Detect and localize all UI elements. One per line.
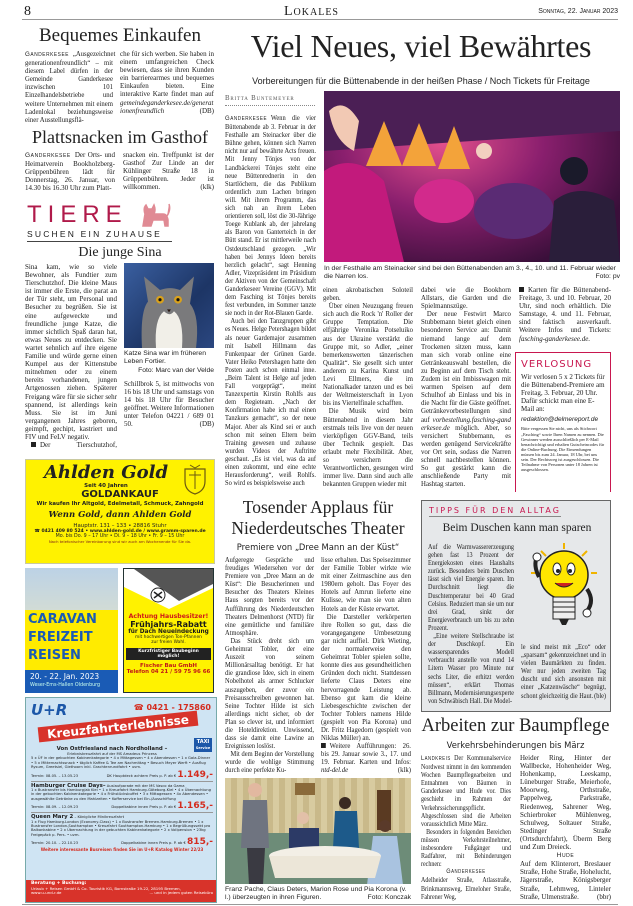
page-header [22,4,618,20]
photo-credit: Foto: pv [595,273,620,281]
footer-note: ... und in jedem guten Reisebüro [149,890,213,896]
tickets-link[interactable]: fasching-ganderkesee.de. [519,334,591,343]
article-text: Der Kommunalservice Nordwest nimmt in den kommenden Wochen Baumpflegearbeiten und Entnahmen von Bäumen in Ganderkesee und Hude vor. Dies geschieht im Rahmen der Verkehrssicherungspflicht. Abgeschlossen sind die Arbeiten voraussichtlich Mitte März. [421,754,511,828]
article-text: che für sich werben. Sie haben in einem umfangreichen Check bewiesen, dass sie ihren Kunden ein barrierearmes und bequemes Einkaufen bieten. Eine interaktive Karte findet man auf [120,50,214,99]
main-photo-carnival [324,91,620,262]
ad-desc: mit hochwertigen Ton-Pfannen zur freien Wahl. [135,635,202,645]
info-text: Karten für die Büttenabend-Freitage, 3. und 10. Februar, 20 Uhr, sind noch erhältlich. Die Samstage, 4. und 11. Februar, sind faktisch ausverkauft. Weitere Infos und Tickets: [519,286,611,335]
offer-subtitle: Erlebniskreuzfahrt auf der MS Amadeus Princess [67,752,157,756]
offer-price: 815,- [187,837,213,848]
ad-title: Frühjahrs-Rabatt [130,620,207,629]
offer-cabin: DK Hauptdeck achtern Preis p. P. ab € [106,773,177,778]
taxi-sub: Service [195,746,211,750]
credit: (klk) [200,183,214,192]
sina-caption [124,350,214,375]
caption-text: In der Festhalle am Steinacker sind bei den Büttenabenden am 3., 4., 10. und 11. Februar wieder die Narren los. [324,265,616,281]
section-title: Lokales [284,4,339,19]
ad-sub: für Dach Neueindeckung [128,629,209,635]
offer-cabin: Doppelkabine innen Preis p. P. ab € [111,805,177,810]
credit: (bbr) [597,892,611,901]
author: Britta Buntemeyer [225,95,315,106]
article-text: Das Stück dreht sich um Geheimrat Tobler, der eine Auszeit von seinem Millionärsalltag benötigt. Er hat die grandiose Idee, sich in einem Nobelhotel als armer Schlucker auszugeben, der zuvor ein Preisausschreiben gewonnen hat. Seine Tochter Hilde ist sich allerdings nicht sicher, ob der Plan so clever ist, und informiert die Hoteldirektion. Unwissend, dass sie damit eine Lawine an Ereignissen loslöst. [225,636,314,751]
article-text: Adelheider Straße, Atlasstraße, Brinkmannsweg, Elmeloher Straße, Fahrener Weg, [421,876,511,901]
cat-photo [124,263,214,348]
ur-logo: U+R [31,701,68,719]
page-bottom-rule [22,904,618,905]
credit: (ble) [594,691,606,700]
dateline: Ganderkesee [25,51,70,58]
offer-price-row [31,801,213,813]
headline-bequemes: Bequemes Einkaufen [39,25,201,46]
sina-col2 [124,380,214,429]
cruise-offers [31,746,213,853]
headline-line: Niederdeutsches Theater [231,518,405,538]
ad-footer [26,880,217,902]
offer-title: Queen Mary 2 [31,814,74,821]
headline-plattsnacken: Plattsnacken im Gasthof [32,127,208,147]
offer-price: 1.149,- [177,769,213,780]
theater-subheadline: Premiere von „Dree Mann an der Küst“ [236,542,400,552]
offer-title: Von Ostfriesland nach Nordholland – [56,746,168,752]
article-text: dabei wie die Bookhorn Allstars, die Garden und die Spielmannszüge. [421,286,511,311]
plattsnacken-col1 [25,151,115,192]
ad-banner: Kurzfristiger Baubeginn möglich! [126,648,211,660]
offer-price-row [31,770,213,782]
main-caption [324,265,620,282]
article-text: Wenn die vier Büttenabende ab 3. Februar in der Festhalle am Steinacker über die Bühne gehen, können sich Narren nicht nur auf bewährte Acts freuen. Mit Jenny Tönjes von der Landbäckerei Tönjes steht eine neue Büttenrednerin in den Startlöchern, die das Publikum ordentlich zum Lachen bringen will. Mit ihrem Programm, das sich nah an ihrem Leben orientieren soll, löst die 30-Jährige Toege Kublank ab, der jahrelang als Baron von Ganterteich in der Bütt stand. Er ist mittlerweile nach Ostdeutschland gezogen. „Wir haben bei Jennys Ideen bereits herzlich gelacht“, sagt Henning Adler, Vizepräsident im Präsidium der Aktiven von der Gemeinschaft Ganderkeseer Vereine (GGV). Mit dem Fasching ist Tönjes bereits fest verbunden, im Sommer tanzte sie noch in der Rot-Blauen Garde. [225,114,316,318]
bequemes-col1 [25,50,116,124]
article-text: le sind meist mit „Eco“ oder „sparsam“ gekennzeichnet und in vielen Baumärkten zu finden. Wer nur jeden zweiten Tag duscht und sich ansonsten mit einer „Katzenwäsche“ begnügt, schont gleichzeitig die Haut. [521,643,606,700]
baumpflege-col2 [520,754,611,901]
article-text: Auf dem Klinterort, Breslauer Straße, Hohe Straße, Hohelucht, Jägerstraße, Königsberger Straße, Lehmweg, Linteler Straße, Ulmenstraße. [520,860,611,901]
article-text: Über einen Neuzugang freuen sich auch die Rock 'n' Roller der Gruppe Temptation. Die elfjährige Veronika Potseluiko aus der Ukraine verstärkt die Gruppe mit, so Adler, „einer bemerkenswerten tänzerischen Qualität“. Sie gesellt sich unter anderem zu Karina Kunst und Levi Ellmers, die im Nationalkader tanzen und es bei der Weltmeisterschaft in Lyon bis ins Viertelfinale schafften. [323,302,413,408]
photo-credit: Foto: Marc van der Velde [138,366,214,374]
main-info [519,286,611,343]
ad-note: Nach telefonischer Vereinbarung sind wir auch am Wochenende für Sie da. [48,539,192,544]
tipps-box [421,500,611,712]
article-text: Die Darsteller verkörperten ihre Rollen so gut, dass die vorangegangene Umbesetzung gar nicht auffiel. Dirk Wieting, der normalerweise den Geheimrat Tobler spielen sollte, konnte dies aus gesundheitlichen Gründen doch nicht. Stattdessen lieferte Claus Deters eine hervorragende Leistung ab. Ebenso gut kam die kleine Liebesgeschichte zwischen der Tochter Toblers namens Hilde (gespielt von Pia Korona) und Dr. Fritz Hagedorn (gespielt von Niklas Müller) an. [321,612,411,743]
offer-1 [31,746,213,756]
credit: (DB) [199,106,214,115]
ad-title: REISEN [28,648,81,663]
ad-brand: Ahlden Gold [43,462,169,483]
article-text: Aufgeregte Gespräche und freudiges Wiedersehen vor der Premiere von „Dree Mann an de Küst“: Die Besucherinnen und Besucher des Theaters Kleines Haus sorgten bereits vor der Aufführung des Niederdeutschen Theaters Delmenhorst (NTD) für eine gemütliche und familiäre Atmosphäre. [225,556,314,637]
theater-photo [225,778,411,884]
headline-sina: Die junge Sina [78,245,162,260]
article-text: Schillbrok 5, ist mittwochs von 16 bis 18 Uhr und samstags von 14 bis 18 Uhr für Besucher geöffnet. Weitere Informationen unter Telefon 04221 / 689 01 50. [124,380,214,429]
offer-date: Termin: 08.09. – 12.09.23 [31,805,79,810]
dateline: Ganderkesee [25,152,71,159]
article-text: Der Orts- und Heimatverein Bookholzberg-Grüppenbühren lädt für Donnerstag, 26. Januar, von 14.30 bis 16.30 Uhr zum Platt- [25,151,115,193]
main-col3 [421,286,511,488]
offer-subtitle: Auslaufparade mit der MS Vasco da Gama [106,783,185,788]
place-heading: Hude [556,852,575,860]
ad-line: Wir kaufen Ihr Altgold, Edelmetall, Schmuck, Zahngold [36,501,204,507]
article-text: Der Tierschutzhof, [40,441,117,450]
article-text: „Ausgezeichnet generationenfreundlich“ – mit diesem Label dürfen in der Gemeinde Ganderkesee inzwischen 101 Einzelhandelsbetriebe und weitere Unternehmen mit einem Ladenlokal beziehungsweise einer Ausstellungsflä- [25,50,116,124]
article-text: „Eine weitere Stellschraube ist der Duschkopf. Ein wassersparendes Modell verbraucht anstelle von rund 14 Litern Wasser pro Minute nur sechs Liter, die erhitzt werden müssen“, erklärt Thomas Billmann, Modernisierungsexperte von Schwäbisch Hall. Die Model- [428,632,514,705]
tiere-logo-word: TIERE [27,201,128,228]
tipps-col1 [428,543,514,705]
ad-ahlden-gold[interactable] [25,459,215,564]
tipps-headline: Beim Duschen kann man sparen [442,522,592,534]
coat-of-arms-icon [182,463,208,495]
main-col1 [225,114,316,487]
ad-dates: 20. - 22. Jan. 2023 [30,672,100,681]
ad-title: Kreuzfahrterlebnisse [38,711,199,743]
verlosung-box [515,352,611,492]
dateline: Ganderkesee [225,115,268,122]
plattsnacken-col2 [123,151,214,191]
info-text: Weitere Aufführungen: 26. bis 29. Januar sowie 3., 17. und 19. Februar. Karten und Infos: [321,742,411,767]
ad-alert: Achtung Hausbesitzer! [128,613,209,620]
offer-cabin: Doppelkabine innen Preis p. P. ab € [121,841,186,846]
verlosung-email[interactable]: redaktion@delmereport.de [521,416,599,424]
article-text: Heider Ring, Hinter der Wallbecke, Hohenheider Weg, Hohenkamp, Leeskamp, Lüneburger Straße, Meierhofe, Moorweg, Orthstraße, Pappelweg, Parkstraße, Riedenweg, Sahrener Weg, Schierbroker Mühlenweg, Schulweg, Soltauer Straße, Stedinger Straße (Ortsdurchfahrt), Überm Berg und Zum Dreieck. [520,754,611,852]
ad-phone: Telefon 04 21 / 59 75 96 66 [126,669,211,675]
ad-title: FREIZEIT [28,630,93,645]
credit: (klk) [397,766,411,775]
article-text: snacken ein. Treffpunkt ist der Gasthof Zur Linde an der Kühlinger Straße 18 in Grüppenbühren. Jeder ist willkommen. [123,151,214,192]
preorder-link[interactable]: vorbestellung.fasching-ganderkesee.de [421,415,511,432]
ad-company: Fischer Bau GmbH [140,663,197,669]
article-text: Mit dem Beginn der Vorstellung wurde die wohlige Stimmung durch eine perfekte Ku- [225,750,314,775]
sina-col1 [25,263,117,449]
ad-catalog: Weitere interessante Busreisen finden Sie im U+R Katalog Winter 22/23 [40,847,204,853]
credit: (DB) [199,420,214,429]
baumpflege-headline: Arbeiten zur Baumpflege [421,716,610,736]
verlosung-title: VERLOSUNG [521,359,593,370]
offer-desc: 5 x ÜF in der gebuchten Kabinenkategorie • 4 x Mittagessen • 4 x Abendessen • 1 x Gala-Dinner • 5 x Mitternachtssnack • täglich Kaffee & Tee am Nachmittag • Besuch Meyer Werft • Ausflug Rysum, Greetsiel, Giethoorn inkl. Grachtenrundfahrt • uvm. [31,756,211,770]
article-text: Auf die Warmwassererzeugung gehen fast 13 Prozent der Energiekosten eines Haushalts zurück. Besonders beim Duschen lässt sich viel Energie sparen. Im Durchschnitt liegt die Duschtemperatur bei 40 Grad Celsius. Reduziert man sie um nur drei Grad, sinkt der Energieverbrauch um bis zu zehn Prozent. [428,543,514,632]
offer-title: Hamburger Cruise Days– [31,782,106,789]
cat-silhouette-icon [139,202,171,228]
tiere-logo-sub: SUCHEN EIN ZUHAUSE [27,229,163,239]
article-text: Besonders in folgenden Bereichen müssen Verkehrsteilnehmer, insbesondere Fußgänger und Radfahrer, mit Behinderungen rechnen: [421,827,511,869]
ad-title: CARAVAN [28,612,97,627]
baumpflege-col1 [421,754,511,901]
baumpflege-subheadline: Verkehrsbehinderungen bis März [446,740,585,750]
article-text: Sina kam, wie so viele Bewohner, als Fundtier zum Tierschutzhof. Die kleine Maus ist immer die Erste, die parat an der Tür steht, um Personal und Besucher zu begrüßen. Sie ist eine aufgeweckte und freundliche junge Katze, die immer sichtlich Spaß daran hat, etwas Neues zu entdecken. Sie wartet sehnlich auf ihre eigene Familie und würde gerne einen Kumpel aus der Kittenstube mitnehmen oder zu einem bereits vorhandenen, jungen Artgenossen ziehen. Späterer Freigang wäre für sie sicher sehr spannend, ist allerdings kein Muss. Sie ist im Juni vergangenen Jahres geboren, geimpft, gechipt, kastriert und FIV und FeLV negativ. [25,263,117,441]
article-text: einen akrobatischen Soloteil geben. [323,286,413,303]
verlosung-fineprint: Bitte vergessen Sie nicht, uns als Stichwort „Fasching“ sowie Ihren Namen zu nennen. Die Gewinner werden ausschließlich per E-Mail benachrichtigt und erhalten Gutscheincodes für die Online-Buchung. Die Einsendungen müssen bis zum 24. Januar, 18 Uhr, bei uns sein. Der Rechtsweg ist ausgeschlossen. Die Teilnahme von Personen unter 18 Jahren ist ausgeschlossen. [521,426,605,473]
ad-contact: ☎ 0421 409 80 524 • www.ahlden-gold.de / www.gramm-sparen.de [34,529,206,534]
tipps-col2 [521,643,606,700]
theater-link[interactable]: ntd-del.de [321,766,349,775]
tipps-kicker: TIPPS FÜR DEN ALLTAG [429,506,561,515]
ad-caravan[interactable] [25,568,118,693]
offer-price: 1.165,- [177,801,213,812]
page-number: 8 [24,4,31,19]
main-col2 [323,286,413,488]
offer-desc: 1 x Bustransfer bis Hamburg/ab Kiel • 1 x Kreuzfahrt Hamburg-Göteborg-Kiel • 4 x Übernachtung in der gebuchten Kabinenkategorie • 4 x Frühstücksbuffet • 3 x Mittagessen • 4x Abendessen • ausgewählte Getränke zu den Mahlzeiten • Kofferservice bei Ein-/Ausschiffung [31,788,211,801]
ad-since: Seit 40 Jahren [84,483,128,489]
theater-headline [222,497,414,539]
ad-dach[interactable] [123,568,214,693]
taxi-label: TAXI [196,739,210,745]
article-text: möglich. Aber, so versichert Stubbemann, es werden genügend Servicekräfte vor Ort sein, sodass die Narren schnell nachbestellen können. So gut gestärkt kann die anschließende Party mit Hashtag starten. [421,423,511,489]
caption-text: Franz Pache, Claus Deters, Marion Rose und Pia Korona (v. l.) überzeugten in ihren Figuren. [225,886,407,901]
footer-address: Urlaub + Reisen GmbH & Co. Touristik KG, Bornstraße 19-22, 28195 Bremen, [31,885,181,891]
theater-caption [225,886,411,902]
offer-subtitle: – Königliche Minikreuzfahrt [74,815,125,820]
offer-date: Termin: 08.05. – 13.05.23 [31,773,79,778]
place-heading: Ganderkesee [446,868,486,876]
headline-line: Tosender Applaus für [242,497,394,517]
ad-phone: ☎ 0421 - 175860 [133,703,211,712]
verlosung-text: Wir verlosen 5 x 2 Tickets für die Büttenabend-Premiere am Freitag, 3. Februar, 20 Uhr. Dafür schickt man eine E-Mail an: [521,373,605,414]
article-text: Auch bei den Tanzgruppen gibt es Neues. Helge Petershagen bildet als neuer Gardemajor zusammen mit Isabell Hillmann das Funkenpaar der Grünen Garde. Vater Heiko Petershagen hatte den Posten auch schon einmal inne. „Beim Talent ist Helge auf jeden Fall vorgeprägt“, meint Tanzexpertin Kirstin Rohlfs aus dem Regieteam. „Nach der Konfirmation habe ich mal einen Tanzkurs gemacht“, so der neue Major. Aber als Kind sei er auch schon mit seinen Eltern beim Training gewesen und zuhause wurden Videos der Auftritte geschaut. „Es ist viel, was da auf einen zukommt, und eine echte Herausforderung“, weiß Rohlfs. So wird es beispielsweise auch [225,317,316,488]
article-text: lisse erhalten. Das Speisezimmer der Familie Tobler wirkte wie mit einer Zeitmaschine aus den 1980ern geholt. Das Foyer des Hotels auf Amrun lieferte eine Kulisse, wie man sie von alten Hotels an der Küste erwartet. [321,556,411,613]
theater-col1 [225,556,314,775]
lightbulb-mascot-icon [529,541,599,636]
issue-date: Sonntag, 22. Januar 2023 [538,8,618,15]
dateline: Landkreis [421,755,451,762]
offer-desc: 1 x Flug Hamburg-London (Economy-Class) • 1 x Bustransfer Bremen-Hamburg-Bremen • 1 x Bustransfer London-Southampton • Kreuzfahrt Southampton-Hamburg • 1 x Begrüßungssekt pro Balkonkabine • 2 x Übernachtung in der gebuchten Kabinenkategorie • 2 x Vollpension • 23kg Freigepäck p. Pers. • uvm. [31,819,211,837]
theater-col2 [321,556,411,775]
article-text: Der neue Festwirt Marco Stubbemann bietet gleich einen besonderen Service an: Damit niemand lange auf dem Trockenen sitzen muss, kann man sich vorab online eine Getränkeauswahl bestellen, die zu Beginn auf dem Tisch steht. Zudem ist ein Imbisswagen mit warmen Speisen auf dem Schulhof ab Einlass und bis in die Nacht für die Gäste geöffnet. Getränkevorbestellungen sind auf [421,310,511,424]
footer-title: Beratung + Buchung: [31,881,87,886]
bequemes-col2 [120,50,214,115]
ad-venue: Weser-Ems-Hallen Oldenburg [30,683,101,688]
ad-slogan: Wenn Gold, dann Ahlden Gold [48,510,192,520]
ad-address: Hauptstr. 131 – 133 • 28816 Stuhr [73,523,167,529]
footer-website[interactable]: www.u-und-r.de [31,890,62,896]
article-text: Die Musik wird beim Büttenabend in diesem Jahr erstmals teils live von der neuen vierköpfigen GGV-Band, teils über Technik gespielt. Das erlaubt mehr Flexibilität. Aber, so versichern die Verantwortlichen, gesungen wird immer live. Dann sind auch alle bekannten Gruppen wieder mit [323,407,413,489]
main-headline: Viel Neues, viel Bewährtes [250,28,592,64]
offer-date: Termin: 20.10. – 22.10.23 [31,841,79,846]
tiere-logo [27,201,172,242]
roof-icon [124,569,214,609]
caption-text: Katze Sina war im früheren Leben Fortier. [124,350,206,366]
ad-cruise[interactable] [25,697,217,903]
photo-credit: Foto: Konczak [367,894,411,901]
ad-hours: Mo. bis Do. 9 – 17 Uhr • Di. 9 – 18 Uhr • Fr. 9 – 15 Uhr [55,534,185,539]
bequemes-link[interactable]: gemeindeganderkesee.de/generationenfreundlich [120,98,214,115]
ad-title: GOLDANKAUF [81,489,159,500]
main-subheadline: Vorbereitungen für die Büttenabende in der heißen Phase / Noch Tickets für Freitage [252,76,590,86]
